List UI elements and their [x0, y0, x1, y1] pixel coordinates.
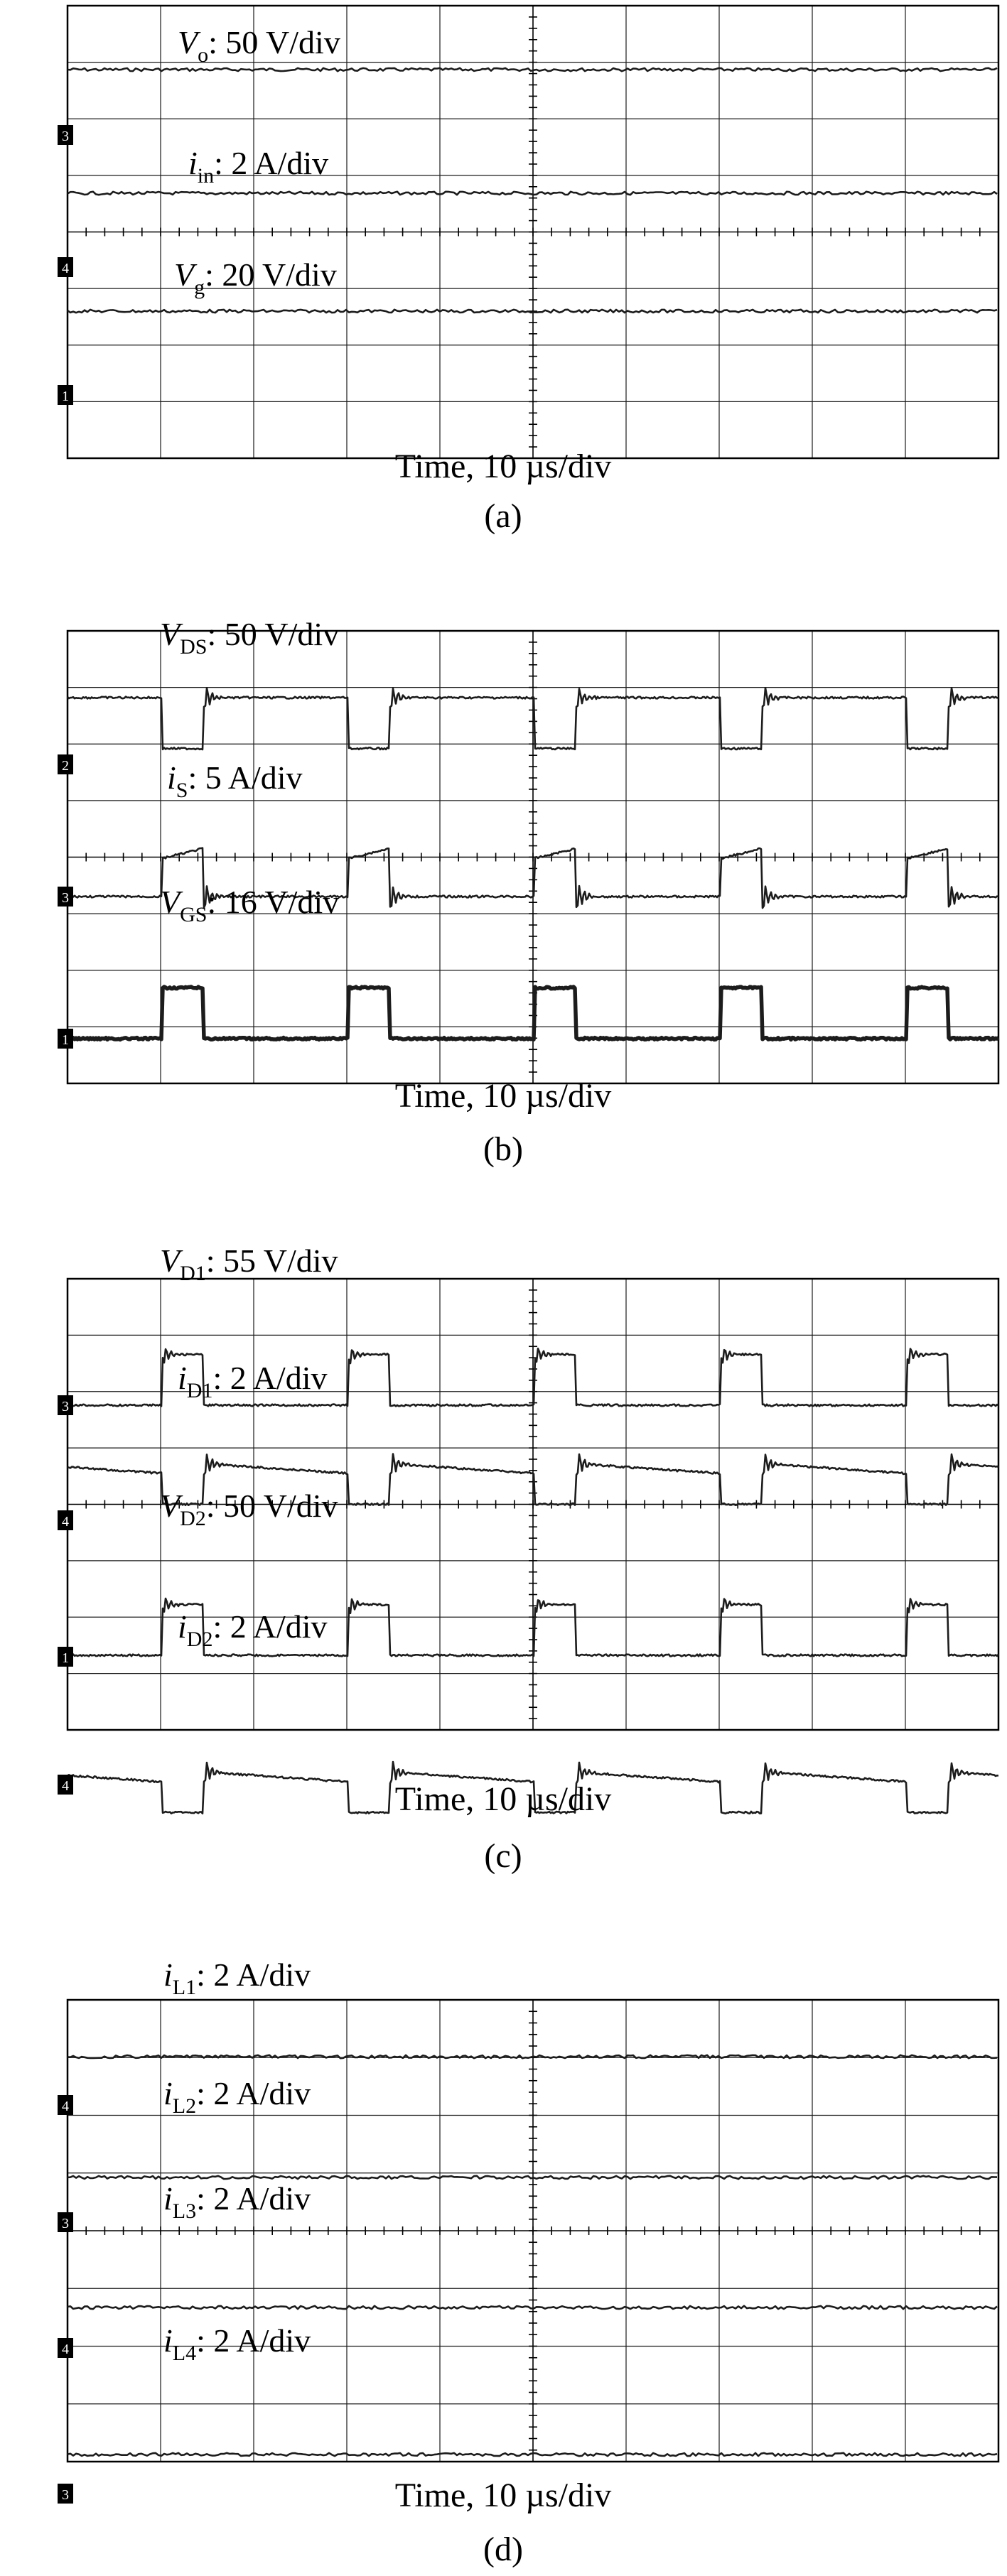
- panel-c-time-axis-label: Time, 10 µs/div: [394, 1780, 612, 1818]
- panel-a-labels: [174, 24, 340, 299]
- trace-label-vds: $V_{DS}$: 50 V/div: [160, 616, 340, 659]
- panel-d-time-axis-label: Time, 10 µs/div: [394, 2477, 612, 2514]
- panel-d-labels: [163, 1957, 311, 2365]
- channel-marker: [58, 887, 73, 907]
- trace-il2: [68, 2176, 997, 2179]
- trace-label-il2: $i_{L2}$: 2 A/div: [163, 2075, 311, 2118]
- channel-marker: [58, 125, 73, 145]
- panel-c-caption: (c): [484, 1837, 522, 1875]
- trace-iin: [68, 192, 997, 195]
- panel-b-time-axis-label: Time, 10 µs/div: [394, 1077, 612, 1115]
- trace-label-vd1: $V_{D1}$: 55 V/div: [160, 1243, 338, 1285]
- channel-marker-label: 4: [62, 2099, 69, 2114]
- trace-label-vd2: $V_{D2}$: 50 V/div: [160, 1488, 338, 1530]
- channel-marker-label: 1: [62, 389, 69, 404]
- trace-label-iin: $i_{in}$: 2 A/div: [188, 145, 329, 188]
- trace-vgs: [68, 987, 998, 1039]
- channel-marker: [58, 2212, 73, 2232]
- panel-d-grid: [68, 2000, 998, 2462]
- channel-marker: [58, 2095, 73, 2115]
- channel-marker: [58, 1029, 73, 1049]
- panel-b: [58, 616, 998, 1168]
- panel-c: [58, 1243, 998, 1875]
- channel-marker: [58, 1395, 73, 1415]
- channel-marker-label: 4: [62, 261, 69, 276]
- channel-marker-label: 1: [62, 1650, 69, 1666]
- trace-label-il3: $i_{L3}$: 2 A/div: [163, 2180, 311, 2223]
- channel-marker-label: 4: [62, 2342, 69, 2357]
- panel-a-markers: [58, 125, 73, 405]
- panel-d-caption: (d): [483, 2531, 523, 2568]
- channel-marker: [58, 257, 73, 277]
- channel-marker-label: 4: [62, 1514, 69, 1530]
- panel-d-markers: [58, 2095, 73, 2504]
- channel-marker-label: 4: [62, 1778, 69, 1794]
- panel-a-grid: [68, 6, 998, 458]
- trace-label-id2: $i_{D2}$: 2 A/div: [178, 1608, 328, 1651]
- panel-a: [58, 6, 998, 535]
- trace-label-il1: $i_{L1}$: 2 A/div: [163, 1957, 311, 1999]
- channel-marker-label: 3: [62, 2216, 69, 2231]
- channel-marker-label: 2: [62, 758, 69, 774]
- channel-marker: [58, 754, 73, 774]
- channel-marker: [58, 1647, 73, 1667]
- channel-marker-label: 3: [62, 2487, 69, 2503]
- channel-marker-label: 3: [62, 890, 69, 906]
- panel-b-labels: [160, 616, 339, 926]
- trace-label-is: $i_S$: 5 A/div: [167, 759, 303, 802]
- channel-marker: [58, 1775, 73, 1795]
- channel-marker: [58, 2484, 73, 2504]
- channel-marker: [58, 385, 73, 405]
- trace-label-id1: $i_{D1}$: 2 A/div: [178, 1360, 328, 1402]
- panel-c-labels: [160, 1243, 338, 1651]
- channel-marker-label: 3: [62, 129, 69, 144]
- trace-label-vo: $V_o$: 50 V/div: [178, 24, 340, 67]
- panel-c-markers: [58, 1395, 73, 1795]
- panel-b-caption: (b): [483, 1130, 523, 1168]
- trace-il3: [68, 2306, 997, 2309]
- channel-marker-label: 1: [62, 1032, 69, 1048]
- panel-d: [58, 1957, 998, 2568]
- trace-vo: [68, 68, 997, 71]
- panel-b-markers: [58, 754, 73, 1049]
- panel-a-time-axis-label: Time, 10 µs/div: [394, 448, 612, 485]
- trace-label-vgs: $V_{GS}$: 16 V/div: [160, 884, 340, 926]
- channel-marker: [58, 1510, 73, 1530]
- trace-label-il4: $i_{L4}$: 2 A/div: [163, 2322, 311, 2365]
- trace-il4: [68, 2453, 997, 2456]
- panel-a-caption: (a): [484, 497, 522, 535]
- channel-marker-label: 3: [62, 1399, 69, 1414]
- channel-marker: [58, 2338, 73, 2358]
- trace-label-vg: $V_g$: 20 V/div: [174, 256, 337, 299]
